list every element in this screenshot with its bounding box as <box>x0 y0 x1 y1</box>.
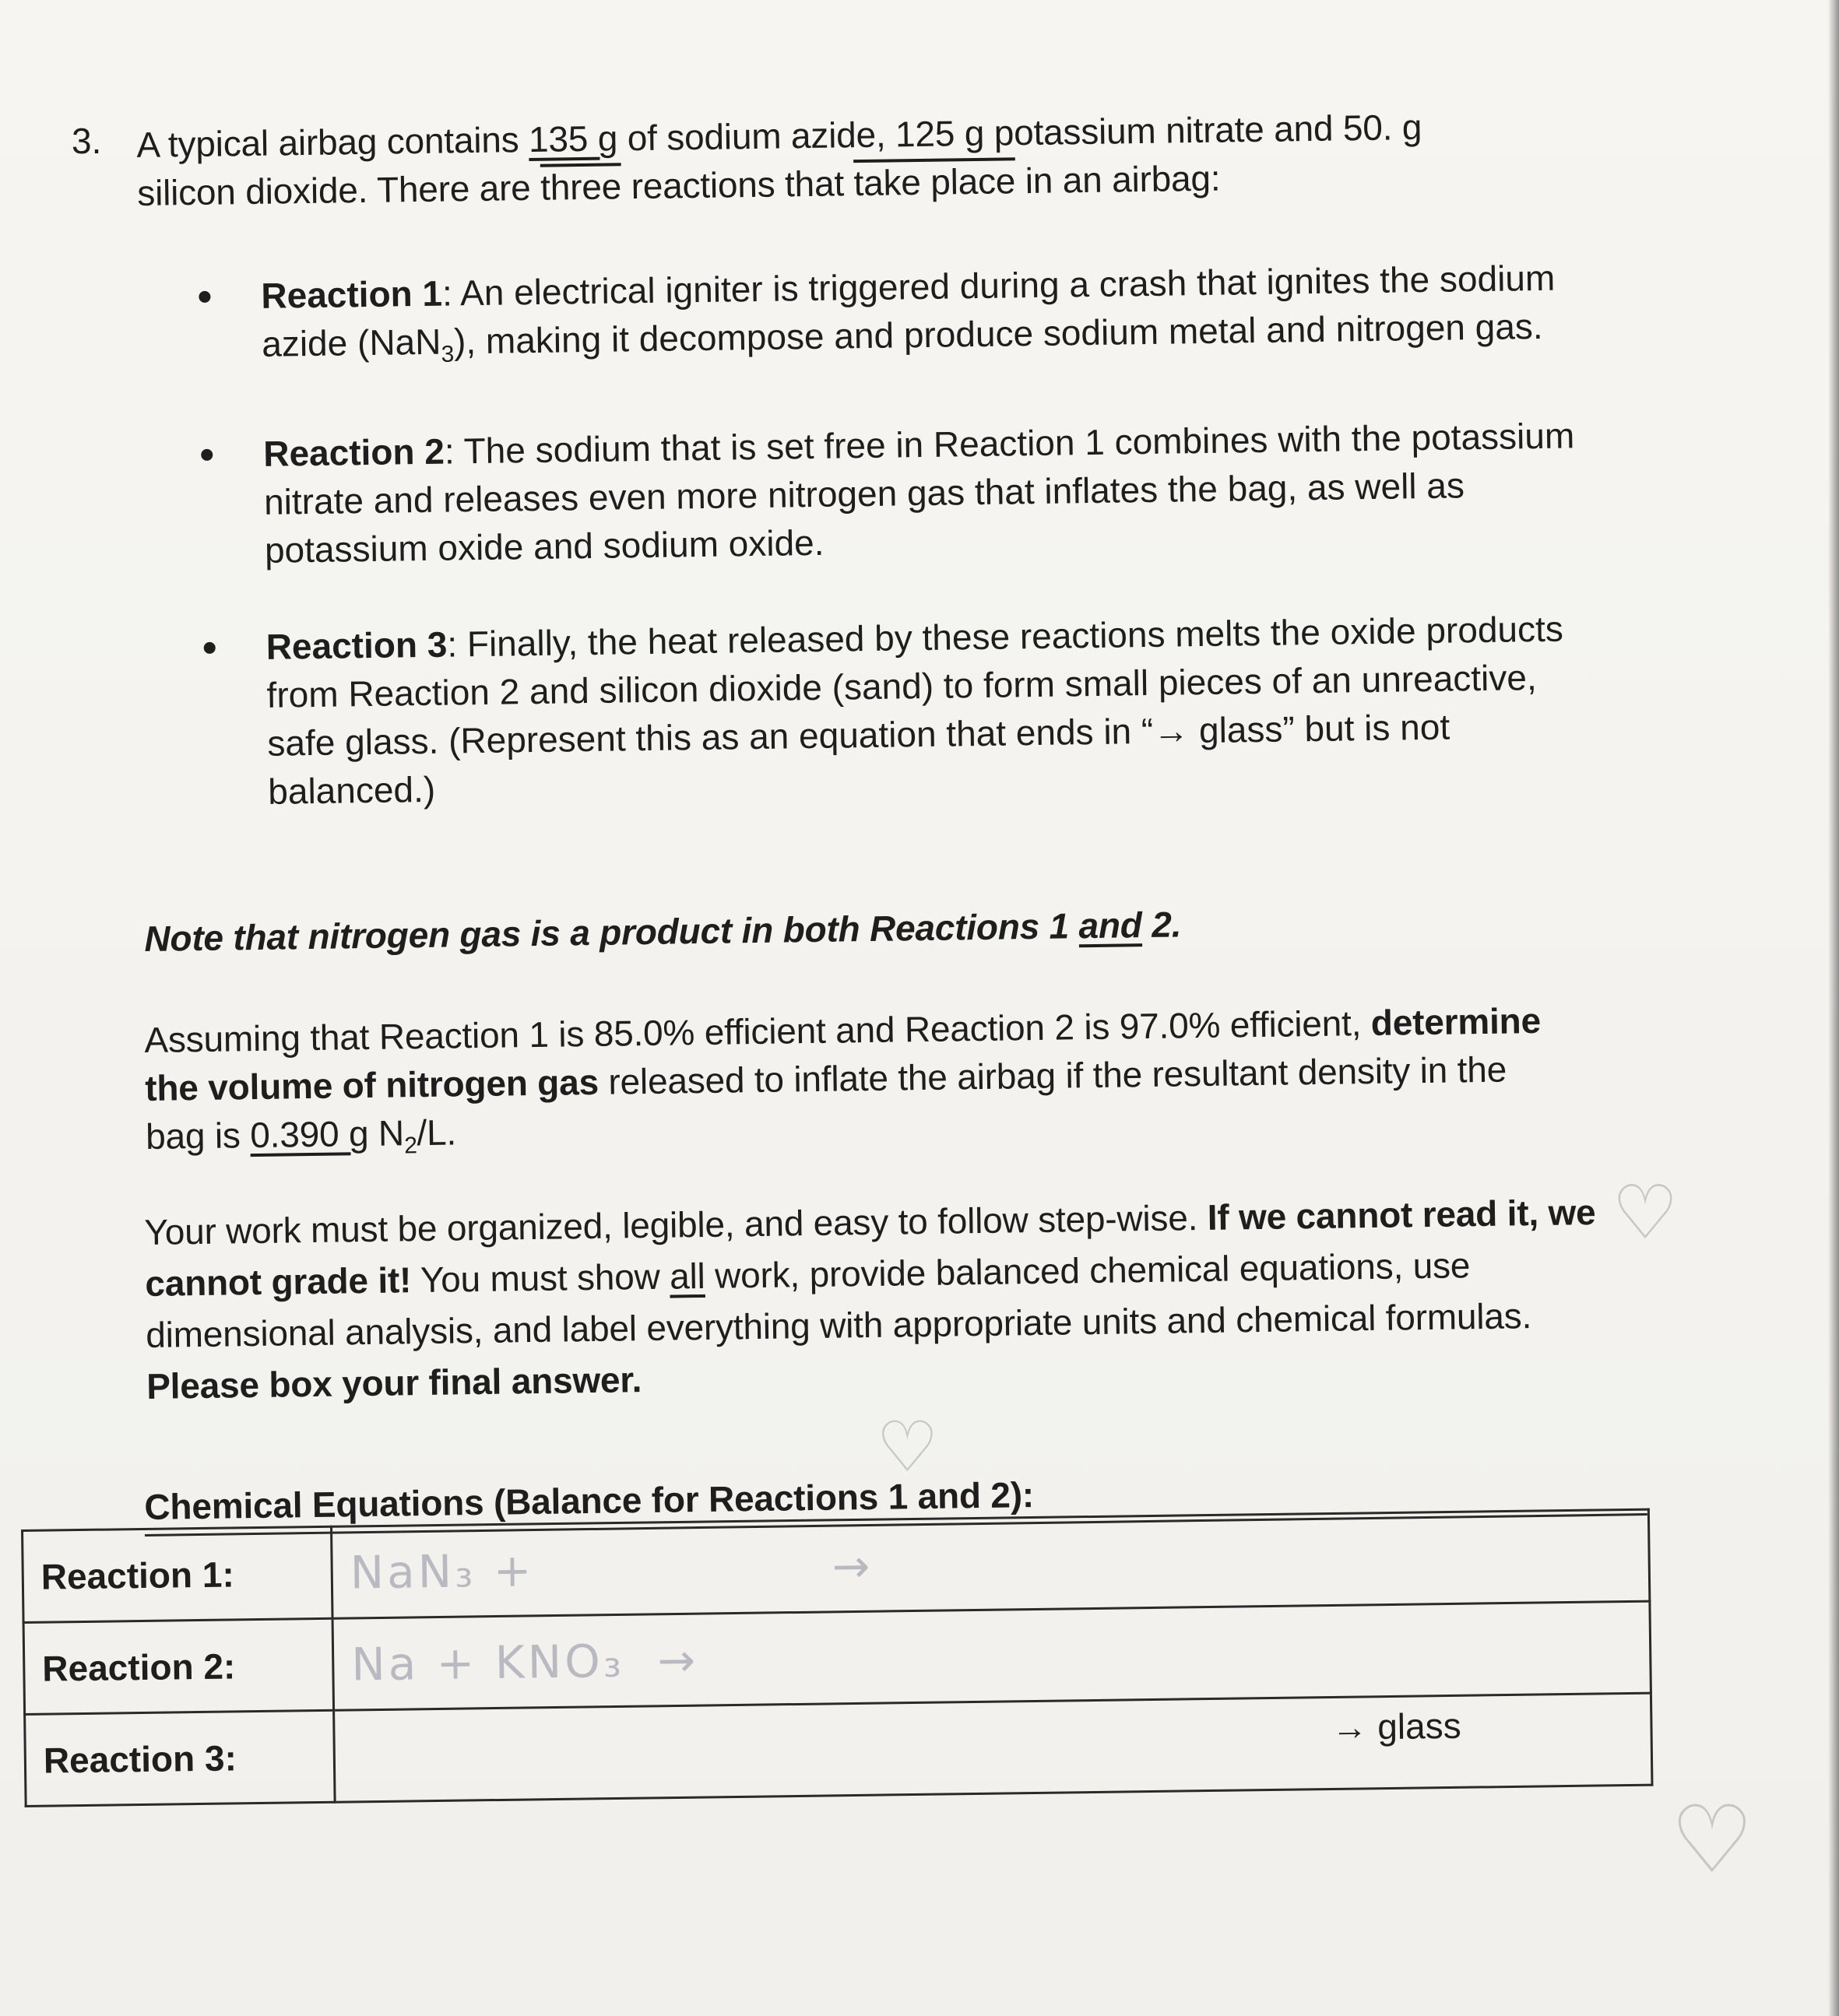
handwritten-entry: NaN₃ + <box>350 1543 535 1599</box>
bullet-dot <box>204 642 216 654</box>
handwritten-entry: Na + KNO₃ <box>350 1634 625 1691</box>
reaction-item-3: Reaction 3: Finally, the heat released by these reactions melts the oxide products from Reaction 2 and silicon dioxide (sand) to form small pieces of an unreactive, safe glass. (Represent this as an equation that ends in “→ glass” but is not balanced.) <box>203 604 1607 817</box>
reaction-1-answer-cell[interactable] <box>331 1509 1649 1618</box>
density-value: 0.390 g <box>249 1112 369 1156</box>
row-label: Reaction 1: <box>23 1526 333 1622</box>
heart-doodle-icon: ♡ <box>876 1407 939 1488</box>
question-number: 3. <box>72 121 102 161</box>
bullet-dot <box>201 449 213 461</box>
reaction-2-answer-cell[interactable] <box>332 1601 1651 1710</box>
reaction-list <box>199 253 1608 865</box>
assumption-text: Assuming that Reaction 1 is 85.0% efficient and Reaction 2 is 97.0% efficient, determine the volume of nitrogen gas released to inflate the airbag if the resultant density in the bag is 0.390 g $N_2/L$. <box>144 999 1542 1159</box>
bullet-dot <box>199 291 210 303</box>
heart-doodle-icon: ♡ <box>1612 1169 1679 1256</box>
reaction-3-answer-cell[interactable] <box>334 1693 1652 1802</box>
reaction-item-2: Reaction 2: The sodium that is set free in Reaction 1 combines with the potassium nitrate and releases even more nitrogen gas that inflates the bag, as well as potassium oxide and sodium oxide. <box>201 411 1604 575</box>
table-title: Chemical Equations (Balance for Reactions 1 and 2): <box>144 1462 1647 1537</box>
row-label: Reaction 3: <box>25 1710 336 1806</box>
arrow-icon: → <box>656 1633 699 1687</box>
equations-table <box>21 1508 1653 1807</box>
azide-mass: 135 g <box>528 118 618 160</box>
question-intro: A typical airbag contains 135 g of sodium azide, 125 g potassium nitrate and 50. g silicon dioxide. There are three reactions that take place in an airbag: <box>136 106 1422 213</box>
note-text: Note that nitrogen gas is a product in both Reactions 1 and 2. <box>144 904 1182 959</box>
instructions-text: Your work must be organized, legible, and easy to follow step-wise. If we cannot read it, we cannot grade it! You must show all work, provide balanced chemical equations, use dimensional analysis, and label everything with appropriate units and chemical formulas. Please box your final answer. <box>144 1191 1596 1407</box>
heart-doodle-icon: ♡ <box>1670 1786 1754 1895</box>
printed-glass-product: → glass <box>1331 1705 1461 1747</box>
reaction-item-1: Reaction 1: An electrical igniter is triggered during a crash that ignites the sodium azide (NaN$_3$), making it decompose and produce sodium metal and nitrogen gas. <box>199 253 1602 382</box>
arrow-icon: → <box>832 1539 874 1593</box>
page-edge-shadow <box>1828 0 1839 2016</box>
row-label: Reaction 2: <box>23 1618 334 1714</box>
